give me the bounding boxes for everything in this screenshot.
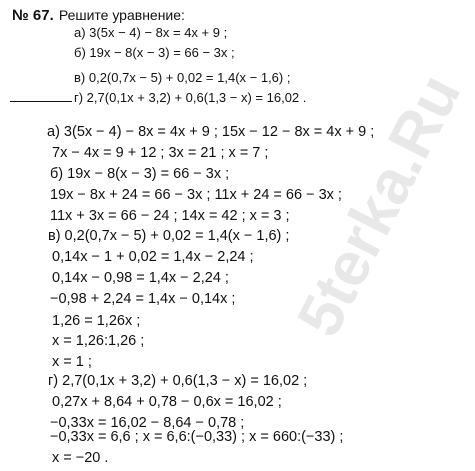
solution-line: 11x + 3x = 66 − 24 ; 14x = 42 ; x = 3 ; xyxy=(50,208,290,224)
task-a: а) 3(5x − 4) − 8x = 4x + 9 ; xyxy=(74,25,228,40)
solution-line: б) 19x − 8(x − 3) = 66 − 3x ; xyxy=(50,166,230,182)
problem-header xyxy=(12,7,185,23)
solution-line: −0,33x = 6,6 ; x = 6,6:(−0,33) ; x = 660:(−33) ; xyxy=(50,429,344,445)
watermark: 5terka.Ru xyxy=(284,63,475,348)
solution-line: x = −20 . xyxy=(52,450,109,466)
solution-line: x = 1,26:1,26 ; xyxy=(52,333,145,349)
divider-rule xyxy=(10,101,72,102)
problem-number: № 67. xyxy=(12,7,54,24)
solution-line: в) 0,2(0,7x − 5) + 0,02 = 1,4(x − 1,6) ; xyxy=(48,228,290,244)
task-v: в) 0,2(0,7x − 5) + 0,02 = 1,4(x − 1,6) ; xyxy=(74,70,291,85)
solution-line: а) 3(5x − 4) − 8x = 4x + 9 ; 15x − 12 − 8x = 4x + 9 ; xyxy=(47,124,375,140)
task-b: б) 19x − 8(x − 3) = 66 − 3x ; xyxy=(74,45,235,60)
solution-line: 0,14x − 1 + 0,02 = 1,4x − 2,24 ; xyxy=(52,249,254,265)
solution-line: 7x − 4x = 9 + 12 ; 3x = 21 ; x = 7 ; xyxy=(52,145,269,161)
solution-line: 0,27x + 8,64 + 0,78 − 0,6x = 16,02 ; xyxy=(52,394,282,410)
solution-line: −0,98 + 2,24 = 1,4x − 0,14x ; xyxy=(50,291,236,307)
solution-line: 0,14x − 0,98 = 1,4x − 2,24 ; xyxy=(52,270,229,286)
solution-line: г) 2,7(0,1x + 3,2) + 0,6(1,3 − x) = 16,02 ; xyxy=(48,373,308,389)
solution-line: 1,26 = 1,26x ; xyxy=(52,313,141,329)
solution-line: x = 1 ; xyxy=(52,354,92,370)
task-g: г) 2,7(0,1x + 3,2) + 0,6(1,3 − x) = 16,02 . xyxy=(74,90,307,105)
solution-line: 19x − 8x + 24 = 66 − 3x ; 11x + 24 = 66 − 3x ; xyxy=(50,187,342,203)
problem-title: Решите уравнение: xyxy=(58,7,185,23)
solution-line: −0,33x = 16,02 − 8,64 − 0,78 ; xyxy=(50,415,245,431)
